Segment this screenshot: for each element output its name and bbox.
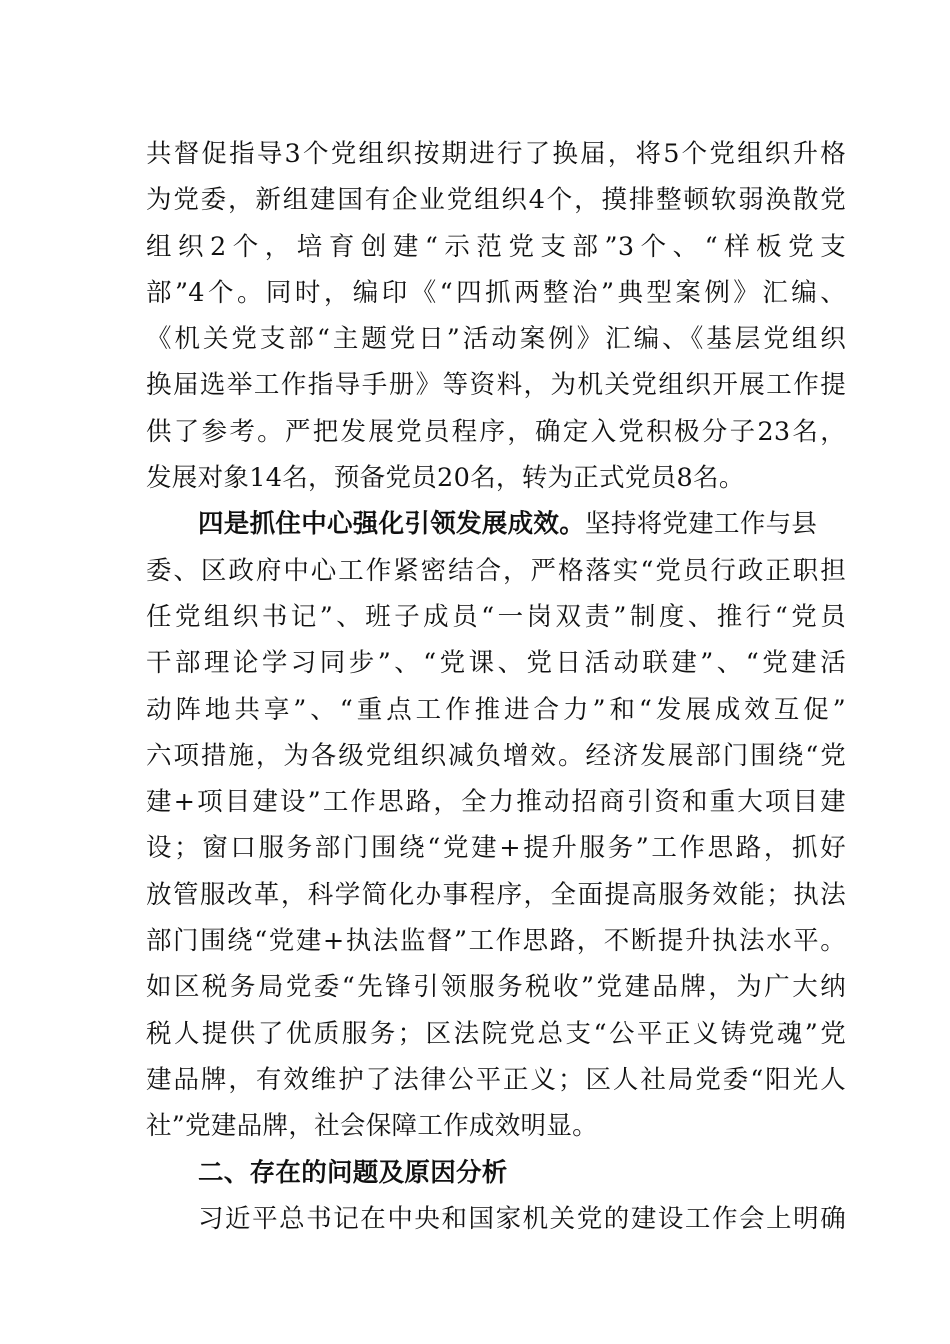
text-line: 部”4个。同时，编印《“四抓两整治”典型案例》汇编、 — [146, 277, 846, 308]
section-heading — [146, 1150, 846, 1196]
text-line: 《机关党支部“主题党日”活动案例》汇编、《基层党组织 — [146, 324, 846, 355]
section-heading-text: 二、存在的问题及原因分析 — [198, 1157, 508, 1188]
paragraph-2 — [146, 501, 846, 1149]
text-line: 放管服改革，科学简化办事程序，全面提高服务效能；执法 — [146, 879, 846, 910]
text-line: 税人提供了优质服务；区法院党总支“公平正义铸党魂”党 — [146, 1018, 846, 1049]
text-line: 社”党建品牌，社会保障工作成效明显。 — [146, 1111, 598, 1142]
paragraph-1 — [146, 131, 846, 501]
document-body — [146, 131, 846, 1242]
paragraph-lead: 四是抓住中心强化引领发展成效。 — [198, 509, 586, 540]
text-line: 供了参考。严把发展党员程序，确定入党积极分子23名， — [146, 416, 846, 447]
text-line: 委、区政府中心工作紧密结合，严格落实“党员行政正职担 — [146, 555, 846, 586]
text-line: 干部理论学习同步”、“党课、党日活动联建”、“党建活 — [146, 648, 846, 679]
text-line: 共督促指导3个党组织按期进行了换届，将5个党组织升格 — [146, 139, 846, 169]
paragraph-3 — [146, 1196, 846, 1242]
text-line: 设；窗口服务部门围绕“党建+提升服务”工作思路，抓好 — [146, 833, 846, 864]
paragraph-lead-rest: 坚持将党建工作与县 — [585, 509, 818, 540]
text-line: 六项措施，为各级党组织减负增效。经济发展部门围绕“党 — [146, 740, 846, 771]
text-line: 习近平总书记在中央和国家机关党的建设工作会上明确 — [198, 1203, 846, 1234]
text-line: 为党委，新组建国有企业党组织4个，摸排整顿软弱涣散党 — [146, 185, 846, 216]
text-line: 任党组织书记”、班子成员“一岗双责”制度、推行“党员 — [146, 601, 846, 632]
text-line-first — [146, 501, 846, 547]
text-line: 建+项目建设”工作思路，全力推动招商引资和重大项目建 — [146, 787, 846, 818]
text-line: 建品牌，有效维护了法律公平正义；区人社局党委“阳光人 — [146, 1064, 846, 1095]
text-line: 发展对象14名，预备党员20名，转为正式党员8名。 — [146, 463, 745, 494]
text-line: 如区税务局党委“先锋引领服务税收”党建品牌，为广大纳 — [146, 972, 846, 1003]
text-line: 组织2个，培育创建“示范党支部”3个、“样板党支 — [146, 231, 846, 262]
text-line: 换届选举工作指导手册》等资料，为机关党组织开展工作提 — [146, 370, 846, 401]
text-line: 部门围绕“党建+执法监督”工作思路，不断提升执法水平。 — [146, 926, 846, 957]
text-line: 动阵地共享”、“重点工作推进合力”和“发展成效互促” — [146, 694, 846, 725]
